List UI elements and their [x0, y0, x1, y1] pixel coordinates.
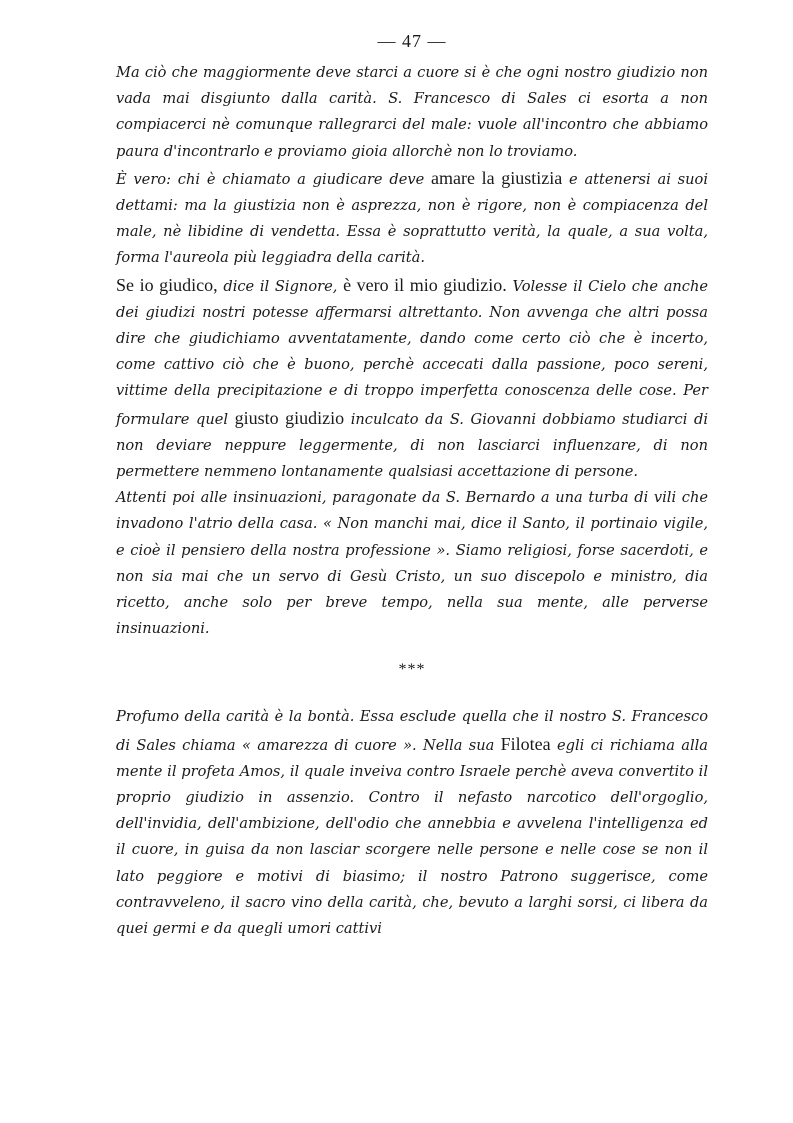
page-number: — 47 —	[377, 31, 447, 51]
paragraph-3-seg-3: è vero il mio giudizio.	[343, 274, 507, 295]
paragraph-5-seg-3: egli ci richiama alla mente il profeta Amos, il quale inveiva contro Israele perchè aveva convertito il proprio giudizio in assenzio. Contro il nefasto narcotico dell'orgoglio, dell'invidia, dell'ambizione, dell'odio che annebbia e avvelena l'intelligenza ed il cuore, in guisa da non lasciar scorgere nelle persone e nelle cose se non il lato peggiore e motivi di biasimo; il nostro Patrono suggerisce, come contravveleno, il sacro vino della carità, che, bevuto a larghi sorsi, ci libera da quei germi e da quegli umori cattivi	[116, 736, 708, 938]
paragraph-2	[116, 165, 708, 272]
document-page	[116, 26, 708, 942]
paragraph-2-seg-1: È vero: chi è chiamato a giudicare deve	[116, 170, 432, 188]
paragraph-1-text: Ma ciò che maggiormente deve starci a cuore si è che ogni nostro giudizio non vada mai disgiunto dalla carità. S. Francesco di Sales ci esorta a non compiacerci nè comunque rallegrarci del male: vuole all'incontro che abbiamo paura d'incontrarlo e proviamo gioia allorchè non lo troviamo.	[116, 64, 708, 160]
paragraph-1	[116, 60, 708, 165]
paragraph-3	[116, 272, 708, 486]
paragraph-3-seg-5: giusto giudizio	[234, 407, 345, 428]
paragraph-3-seg-4: Volesse il Cielo che anche dei giudizi nostri potesse affermarsi altrettanto. Non avvenga che altri possa dire che giudichiamo avventatamente, dando come certo ciò che è incerto, come cattivo ciò che è buono, perchè accecati dalla passione, poco sereni, vittime della precipitazione e di troppo imperfetta conoscenza delle cose. Per formulare quel	[116, 277, 709, 428]
paragraph-5-seg-1: Profumo della carità è la bontà. Essa esclude quella che il nostro S. Francesco di Sales chiama « amarezza di cuore ». Nella sua	[116, 708, 708, 754]
section-separator: ***	[398, 661, 426, 679]
paragraph-5-seg-2: Filotea	[500, 733, 551, 754]
paragraph-4	[116, 485, 708, 642]
paragraph-5	[116, 704, 708, 942]
paragraph-2-seg-3: e attenersi ai suoi dettami: ma la giustizia non è asprezza, non è rigore, non è compiacenza del male, nè libidine di vendetta. Essa è soprattutto verità, la quale, a sua volta, forma l'aureola più leggiadra della carità.	[116, 170, 709, 267]
paragraph-3-seg-1: Se io giudico,	[116, 274, 218, 295]
paragraph-3-seg-6: inculcato da S. Giovanni dobbiamo studiarci di non deviare neppure leggermente, di non lasciarci influenzare, di non permettere nemmeno lontanamente qualsiasi accettazione di persone.	[116, 410, 708, 481]
paragraph-4-text: Attenti poi alle insinuazioni, paragonate da S. Bernardo a una turba di vili che invadono l'atrio della casa. « Non manchi mai, dice il Santo, il portinaio vigile, e cioè il pensiero della nostra professione ». Siamo religiosi, forse sacerdoti, e non sia mai che un servo di Gesù Cristo, un suo discepolo e ministro, dia ricetto, anche solo per breve tempo, nella sua mente, alle perverse insinuazioni.	[116, 489, 708, 638]
paragraph-3-seg-2: dice il Signore,	[217, 277, 344, 295]
paragraph-2-seg-2: amare la giustizia	[431, 167, 563, 188]
